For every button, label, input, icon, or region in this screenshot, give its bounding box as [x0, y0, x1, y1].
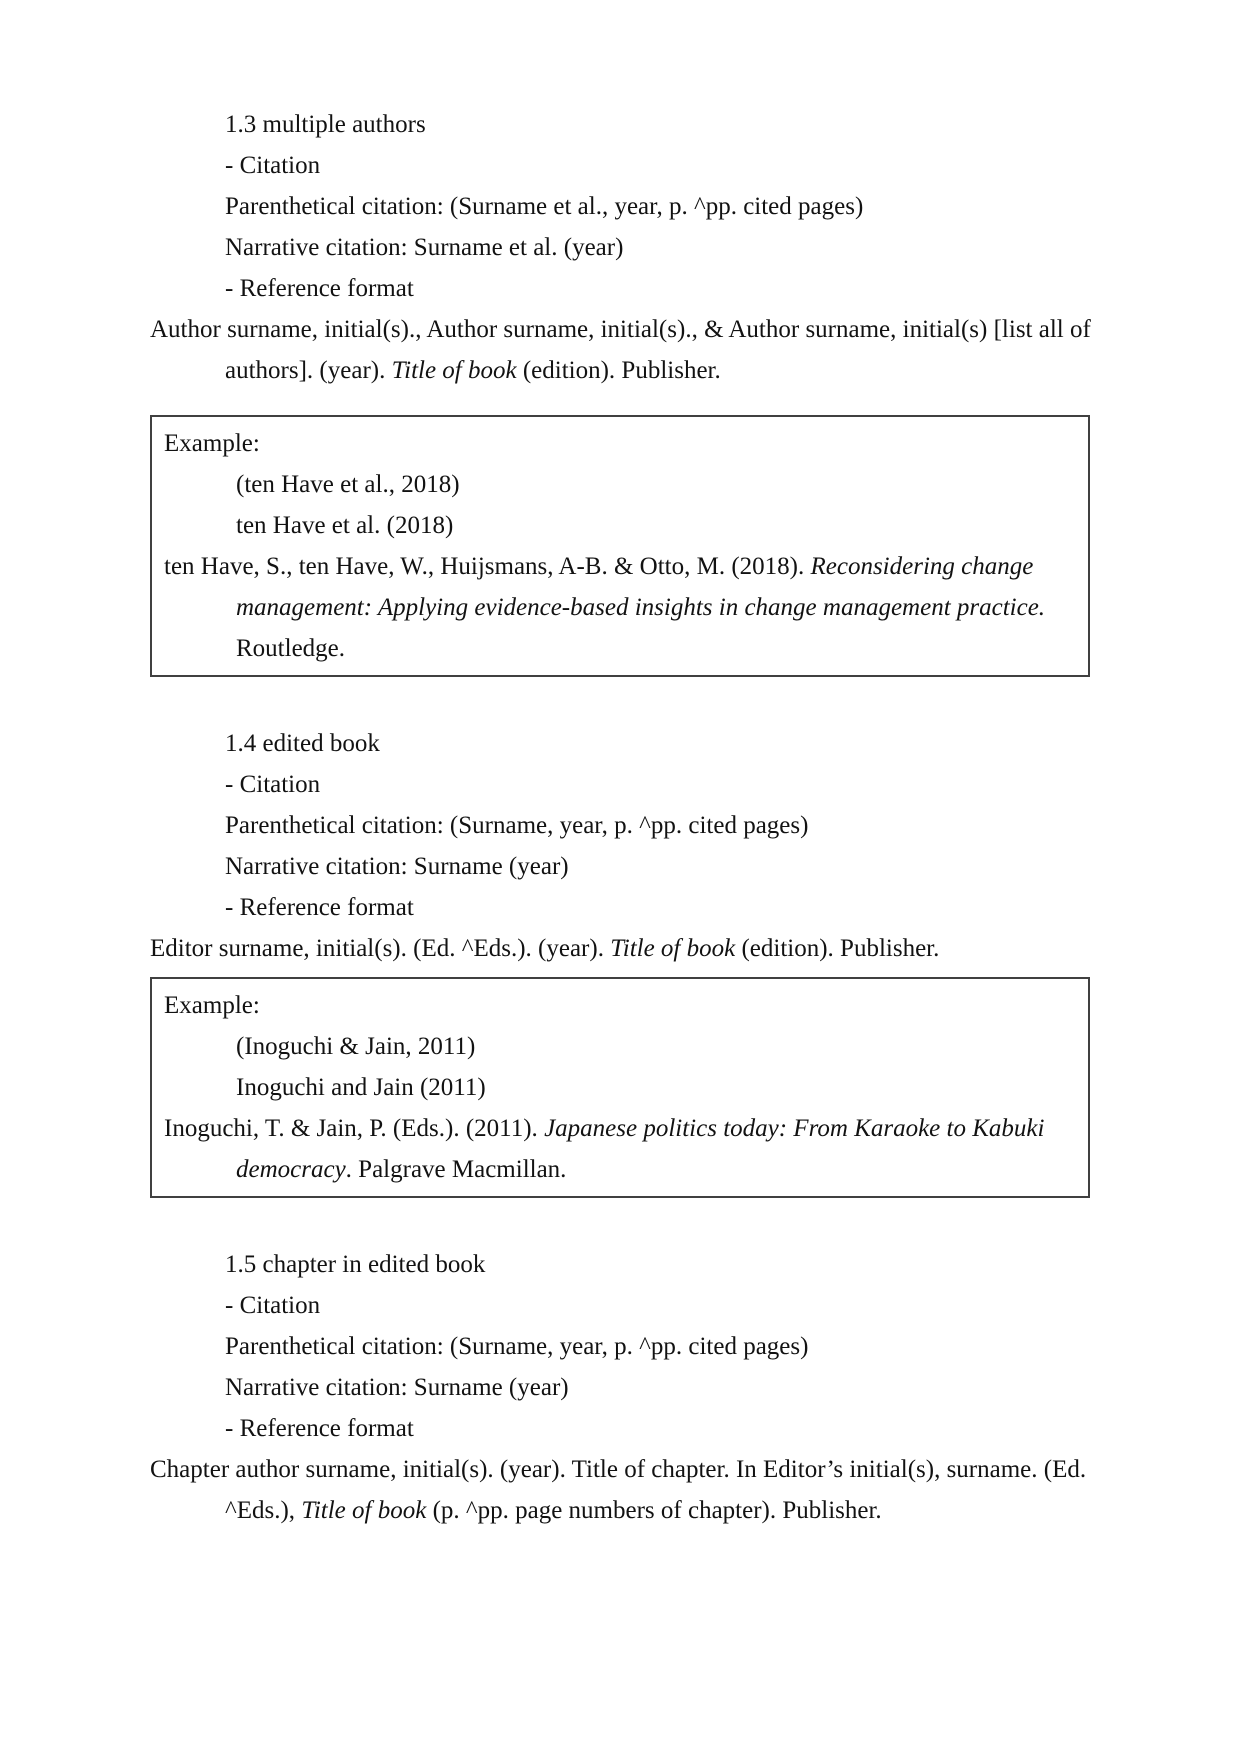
section-1-4-narrative-citation: Narrative citation: Surname (year) — [225, 853, 569, 880]
example-reference-line-2 — [236, 1149, 1076, 1190]
section-1-5-citation-label: - Citation — [225, 1292, 321, 1319]
section-1-5-heading: 1.5 chapter in edited book — [225, 1251, 486, 1278]
book-title-italic: Title of book — [610, 935, 736, 962]
book-title-italic: Japanese politics today: From Karaoke to Kabuki — [544, 1115, 1045, 1142]
reference-text: (p. ^pp. page numbers of chapter). Publisher. — [426, 1497, 882, 1524]
book-title-italic: Title of book — [391, 357, 517, 384]
reference-text: (edition). Publisher. — [735, 935, 940, 962]
example-reference-line-3: Routledge. — [236, 635, 346, 662]
section-1-5-reference-line-2 — [225, 1490, 1090, 1531]
section-1-4-parenthetical-citation: Parenthetical citation: (Surname, year, p. ^pp. cited pages) — [225, 812, 809, 839]
example-parenthetical-citation: (ten Have et al., 2018) — [236, 471, 460, 498]
book-title-italic: Reconsidering change — [810, 553, 1034, 580]
reference-text: Inoguchi, T. & Jain, P. (Eds.). (2011). — [164, 1115, 545, 1142]
section-1-5-reference-format-label: - Reference format — [225, 1415, 414, 1442]
reference-text: Editor surname, initial(s). (Ed. ^Eds.). (year). — [150, 935, 611, 962]
example-reference-line-1 — [164, 1108, 1076, 1149]
example-box-1-3 — [150, 415, 1090, 677]
section-1-3-reference-line-1: Author surname, initial(s)., Author surname, initial(s)., & Author surname, initial(s) [list all of — [150, 316, 1091, 343]
example-reference-line-1 — [164, 546, 1076, 587]
book-title-italic: democracy — [236, 1156, 346, 1183]
example-reference-line-2: management: Applying evidence-based insights in change management practice. — [236, 594, 1046, 621]
section-1-3-reference-format-label: - Reference format — [225, 275, 414, 302]
section-1-5-reference-line-1: Chapter author surname, initial(s). (year). Title of chapter. In Editor’s initial(s), surname. (Ed. — [150, 1456, 1087, 1483]
section-1-4-reference-line-1 — [150, 928, 1090, 969]
section-1-4-citation-label: - Citation — [225, 771, 321, 798]
example-parenthetical-citation: (Inoguchi & Jain, 2011) — [236, 1033, 476, 1060]
section-1-3-heading: 1.3 multiple authors — [225, 111, 426, 138]
reference-text: ^Eds.), — [225, 1497, 302, 1524]
section-1-4-reference-format-label: - Reference format — [225, 894, 414, 921]
section-1-4-heading: 1.4 edited book — [225, 730, 380, 757]
section-1-3-parenthetical-citation: Parenthetical citation: (Surname et al., year, p. ^pp. cited pages) — [225, 193, 864, 220]
reference-text: . Palgrave Macmillan. — [345, 1156, 567, 1183]
example-narrative-citation: ten Have et al. (2018) — [236, 512, 454, 539]
example-narrative-citation: Inoguchi and Jain (2011) — [236, 1074, 486, 1101]
section-1-5-narrative-citation: Narrative citation: Surname (year) — [225, 1374, 569, 1401]
section-1-3-reference-line-2 — [225, 350, 1090, 391]
example-label: Example: — [164, 992, 260, 1019]
reference-text: (edition). Publisher. — [516, 357, 721, 384]
reference-text: ten Have, S., ten Have, W., Huijsmans, A-B. & Otto, M. (2018). — [164, 553, 811, 580]
section-1-3-narrative-citation: Narrative citation: Surname et al. (year) — [225, 234, 624, 261]
section-1-3-citation-label: - Citation — [225, 152, 321, 179]
example-label: Example: — [164, 430, 260, 457]
book-title-italic: Title of book — [301, 1497, 427, 1524]
reference-text: authors]. (year). — [225, 357, 392, 384]
example-box-1-4 — [150, 977, 1090, 1198]
section-1-5-parenthetical-citation: Parenthetical citation: (Surname, year, p. ^pp. cited pages) — [225, 1333, 809, 1360]
